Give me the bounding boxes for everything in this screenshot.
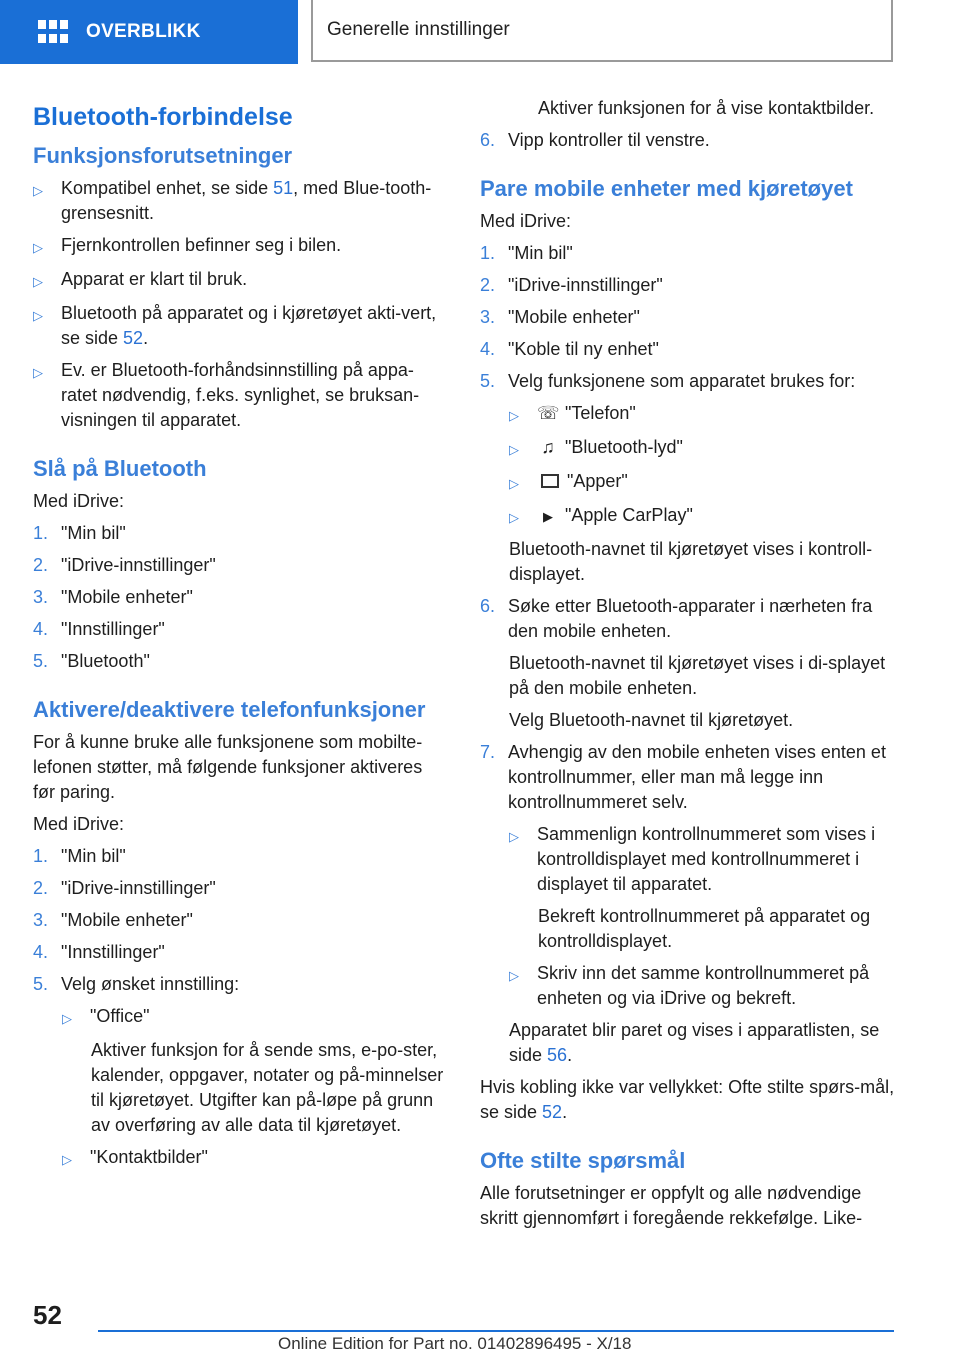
paragraph: Apparatet blir paret og vises i apparatlisten, se side 56. [509,1020,880,1065]
triangle-icon: ▷ [33,308,43,323]
sub-list-item: ▷ Sammenlign kontrollnummeret som vises i kontrolldisplayet med kontrollnummeret i displayet til apparatet. [509,822,898,897]
list-item: ▷ Apparat er klart til bruk. [33,267,448,294]
list-item: 3. "Mobile enheter" [33,587,193,607]
list-item: 4. "Innstillinger" [33,619,165,639]
overview-tab[interactable] [0,0,298,64]
section-title-bluetooth-on: Slå på Bluetooth [33,456,207,481]
music-icon: ♫ [541,437,555,457]
sub-list-item: ▷ "Apper" [509,469,898,496]
list-item: 5. Velg funksjonene som apparatet brukes for: [480,371,856,391]
triangle-icon: ▷ [33,365,43,380]
triangle-icon: ▷ [509,408,519,423]
section-title-faq: Ofte stilte spørsmål [480,1148,686,1173]
page-link[interactable]: 51 [273,178,294,198]
list-item: 3. "Mobile enheter" [33,910,193,930]
triangle-icon: ▷ [33,240,43,255]
paragraph: Velg Bluetooth-navnet til kjøretøyet. [509,710,794,730]
footer-divider [98,1330,894,1332]
list-item: ▷ Kompatibel enhet, se side 51, med Blue‐tooth-grensesnitt. [33,176,448,226]
intro-text: Med iDrive: [480,211,572,231]
section-title-phone-functions: Aktivere/deaktivere telefonfunksjoner [33,697,426,722]
overview-label: OVERBLIKK [86,21,201,42]
list-item: 7. Avhengig av den mobile enheten vises enten et kontrollnummer, eller man må legge inn kontrollnummeret selv. [480,742,886,812]
sub-list-item: ▷ "Kontaktbilder" [62,1145,448,1172]
page-title: Bluetooth-forbindelse [33,103,293,131]
sub-list-item: ▷ ☏ "Telefon" [509,401,898,428]
list-item: 4. "Koble til ny enhet" [480,339,659,359]
page-link[interactable]: 52 [123,328,144,348]
paragraph: Alle forutsetninger er oppfylt og alle nødvendige skritt gjennomført i foregående rekkefølge. Like‐ [480,1183,863,1228]
left-column [33,96,448,1179]
sub-list-item: ▷ Skriv inn det samme kontrollnummeret på enheten og via iDrive og bekreft. [509,961,898,1011]
list-item: 1. "Min bil" [480,243,573,263]
paragraph: For å kunne bruke alle funksjonene som mobilte‐lefonen støtter, må følgende funksjoner aktiveres før paring. [33,732,423,802]
list-item: ▷ Fjernkontrollen befinner seg i bilen. [33,233,448,260]
triangle-icon: ▷ [62,1011,72,1026]
section-title-requirements: Funksjonsforutsetninger [33,143,293,168]
play-icon: ▶ [543,509,553,524]
list-item: 2. "iDrive-innstillinger" [33,878,216,898]
list-item: 2. "iDrive-innstillinger" [480,275,663,295]
list-item: 4. "Innstillinger" [33,942,165,962]
list-item: ▷ Bluetooth på apparatet og i kjøretøyet akti‐vert, se side 52. [33,301,448,351]
triangle-icon: ▷ [509,476,519,491]
list-item: 3. "Mobile enheter" [480,307,640,327]
list-item: 2. "iDrive-innstillinger" [33,555,216,575]
triangle-icon: ▷ [33,274,43,289]
paragraph: Bekreft kontrollnummeret på apparatet og kontrolldisplayet. [538,906,871,951]
paragraph: Hvis kobling ikke var vellykket: Ofte stilte spørs‐mål, se side 52. [480,1077,895,1122]
sub-list-item: ▷ ▶ "Apple CarPlay" [509,503,898,530]
sub-list-item: ▷ ♫ "Bluetooth-lyd" [509,435,898,462]
triangle-icon: ▷ [509,442,519,457]
list-item: 1. "Min bil" [33,523,126,543]
triangle-icon: ▷ [509,829,519,844]
right-column [480,96,898,1238]
section-title-pairing: Pare mobile enheter med kjøretøyet [480,176,853,201]
apps-icon [541,474,559,488]
section-label: Generelle innstillinger [327,19,510,40]
paragraph: Aktiver funksjonen for å vise kontaktbilder. [538,98,875,118]
section-tab[interactable] [311,0,893,62]
paragraph: Bluetooth-navnet til kjøretøyet vises i di‐splayet på den mobile enheten. [509,653,886,698]
triangle-icon: ▷ [33,183,43,198]
footer-text: Online Edition for Part no. 01402896495 - X/18 [278,1334,632,1353]
list-item: ▷ Ev. er Bluetooth-forhåndsinnstilling på appa‐ratet nødvendig, f.eks. synlighet, se bruksan‐visningen til apparatet. [33,358,448,433]
paragraph: Aktiver funksjon for å sende sms, e-po‐ster, kalender, oppgaver, notater og på‐minnelser til kjøretøyet. Utgifter kan på‐løpe på grunn av overføring av alle data til kjøretøyet. [91,1040,444,1135]
list-item: 5. "Bluetooth" [33,651,150,671]
phone-icon: ☏ [537,403,560,423]
list-item: 1. "Min bil" [33,846,126,866]
triangle-icon: ▷ [509,968,519,983]
triangle-icon: ▷ [509,510,519,525]
paragraph: Bluetooth-navnet til kjøretøyet vises i kontroll‐displayet. [509,539,873,584]
list-item: 6. Søke etter Bluetooth-apparater i nærheten fra den mobile enheten. [480,596,873,641]
intro-text: Med iDrive: [33,814,125,834]
page-number: 52 [33,1300,62,1330]
grid-icon [38,20,68,44]
intro-text: Med iDrive: [33,491,125,511]
page-link[interactable]: 56 [547,1045,568,1065]
list-item: 6. Vipp kontroller til venstre. [480,130,710,150]
list-item: 5. Velg ønsket innstilling: [33,974,240,994]
page-link[interactable]: 52 [542,1102,563,1122]
triangle-icon: ▷ [62,1152,72,1167]
sub-list-item: ▷ "Office" [62,1004,448,1031]
